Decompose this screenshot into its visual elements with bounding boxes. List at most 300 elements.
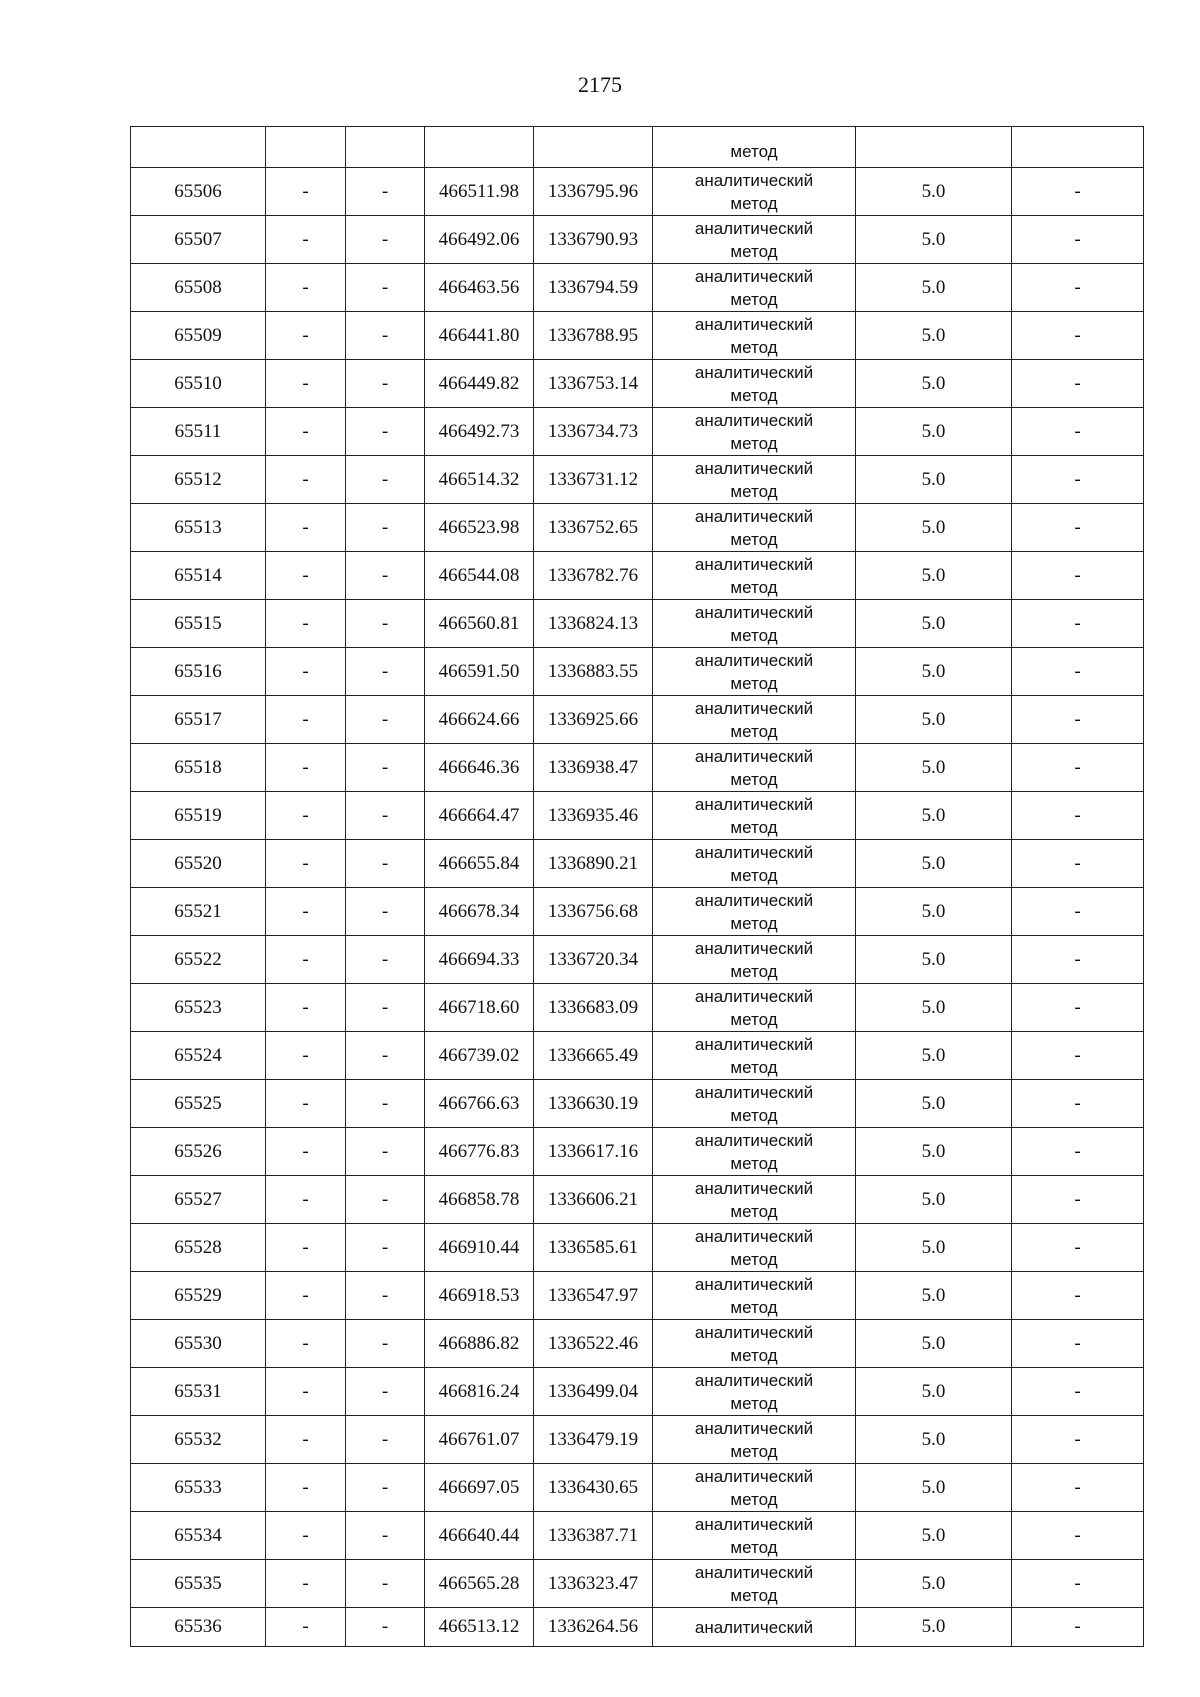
table-row <box>131 888 1144 936</box>
cell-accuracy: 5.0 <box>856 840 1012 888</box>
cell-accuracy: 5.0 <box>856 264 1012 312</box>
cell-point-id: 65521 <box>131 888 266 936</box>
cell-point-id: 65514 <box>131 552 266 600</box>
cell-method <box>653 696 856 744</box>
cell-x: 466739.02 <box>425 1032 534 1080</box>
cell-col2: - <box>266 1512 346 1560</box>
cell-method <box>653 1032 856 1080</box>
cell-empty <box>1012 127 1144 168</box>
cell-note: - <box>1012 360 1144 408</box>
cell-accuracy: 5.0 <box>856 1176 1012 1224</box>
cell-col3: - <box>346 1416 425 1464</box>
cell-method <box>653 648 856 696</box>
cell-accuracy: 5.0 <box>856 1032 1012 1080</box>
cell-y: 1336925.66 <box>534 696 653 744</box>
cell-y: 1336824.13 <box>534 600 653 648</box>
cell-method <box>653 1128 856 1176</box>
cell-note: - <box>1012 792 1144 840</box>
table-row-continued <box>131 127 1144 168</box>
cell-col3: - <box>346 216 425 264</box>
cell-col2: - <box>266 456 346 504</box>
table-row <box>131 1512 1144 1560</box>
cell-col2: - <box>266 312 346 360</box>
table-row <box>131 360 1144 408</box>
cell-col3: - <box>346 984 425 1032</box>
cell-col2: - <box>266 216 346 264</box>
cell-point-id: 65513 <box>131 504 266 552</box>
cell-col2: - <box>266 552 346 600</box>
cell-empty <box>856 127 1012 168</box>
cell-point-id: 65527 <box>131 1176 266 1224</box>
cell-col2: - <box>266 936 346 984</box>
cell-col2: - <box>266 696 346 744</box>
cell-method <box>653 504 856 552</box>
cell-accuracy: 5.0 <box>856 744 1012 792</box>
method-text: аналитический <box>694 170 814 190</box>
cell-col2: - <box>266 840 346 888</box>
cell-y: 1336430.65 <box>534 1464 653 1512</box>
cell-x: 466776.83 <box>425 1128 534 1176</box>
cell-note: - <box>1012 1128 1144 1176</box>
method-text: аналитический <box>694 1370 814 1390</box>
cell-x: 466858.78 <box>425 1176 534 1224</box>
method-text: аналитический <box>694 746 814 766</box>
cell-x: 466492.06 <box>425 216 534 264</box>
cell-col3: - <box>346 696 425 744</box>
method-text: метод <box>730 961 778 981</box>
cell-method <box>653 984 856 1032</box>
cell-x: 466694.33 <box>425 936 534 984</box>
cell-col3: - <box>346 1560 425 1608</box>
method-text: аналитический <box>694 554 814 574</box>
cell-y: 1336617.16 <box>534 1128 653 1176</box>
cell-accuracy: 5.0 <box>856 456 1012 504</box>
table-row <box>131 168 1144 216</box>
method-text: метод <box>730 1441 778 1461</box>
cell-y: 1336499.04 <box>534 1368 653 1416</box>
cell-empty <box>131 127 266 168</box>
cell-col2: - <box>266 1464 346 1512</box>
cell-col2: - <box>266 504 346 552</box>
cell-col3: - <box>346 792 425 840</box>
cell-empty <box>425 127 534 168</box>
table-row <box>131 1464 1144 1512</box>
cell-col2: - <box>266 888 346 936</box>
cell-x: 466511.98 <box>425 168 534 216</box>
method-text: метод <box>730 1297 778 1317</box>
cell-col3: - <box>346 456 425 504</box>
cell-x: 466718.60 <box>425 984 534 1032</box>
cell-note: - <box>1012 504 1144 552</box>
cell-point-id: 65534 <box>131 1512 266 1560</box>
cell-col2: - <box>266 168 346 216</box>
method-text: метод <box>730 577 778 597</box>
cell-method <box>653 360 856 408</box>
method-text: метод <box>730 1585 778 1605</box>
cell-note: - <box>1012 840 1144 888</box>
table-row <box>131 1128 1144 1176</box>
cell-method-continued: метод <box>653 127 856 168</box>
cell-note: - <box>1012 552 1144 600</box>
cell-x: 466816.24 <box>425 1368 534 1416</box>
table-row <box>131 408 1144 456</box>
cell-col2: - <box>266 360 346 408</box>
cell-point-id: 65530 <box>131 1320 266 1368</box>
cell-method <box>653 1368 856 1416</box>
cell-x: 466514.32 <box>425 456 534 504</box>
cell-y: 1336788.95 <box>534 312 653 360</box>
cell-point-id: 65531 <box>131 1368 266 1416</box>
cell-x: 466441.80 <box>425 312 534 360</box>
cell-method <box>653 936 856 984</box>
cell-empty <box>346 127 425 168</box>
cell-col3: - <box>346 648 425 696</box>
cell-point-id: 65515 <box>131 600 266 648</box>
cell-point-id: 65528 <box>131 1224 266 1272</box>
method-text: аналитический <box>694 1178 814 1198</box>
method-text: аналитический <box>694 1082 814 1102</box>
table-row <box>131 1368 1144 1416</box>
cell-y: 1336585.61 <box>534 1224 653 1272</box>
cell-accuracy: 5.0 <box>856 648 1012 696</box>
cell-note: - <box>1012 648 1144 696</box>
cell-point-id: 65516 <box>131 648 266 696</box>
cell-x: 466655.84 <box>425 840 534 888</box>
cell-x: 466910.44 <box>425 1224 534 1272</box>
cell-y: 1336795.96 <box>534 168 653 216</box>
cell-point-id: 65510 <box>131 360 266 408</box>
cell-col2: - <box>266 1032 346 1080</box>
cell-point-id: 65529 <box>131 1272 266 1320</box>
cell-x: 466678.34 <box>425 888 534 936</box>
cell-x: 466513.12 <box>425 1608 534 1647</box>
cell-col3: - <box>346 504 425 552</box>
method-text: аналитический <box>694 938 814 958</box>
cell-point-id: 65535 <box>131 1560 266 1608</box>
cell-note: - <box>1012 168 1144 216</box>
method-text: аналитический <box>694 458 814 478</box>
cell-method <box>653 744 856 792</box>
cell-note: - <box>1012 1032 1144 1080</box>
cell-method <box>653 1416 856 1464</box>
cell-x: 466449.82 <box>425 360 534 408</box>
cell-accuracy: 5.0 <box>856 1512 1012 1560</box>
cell-accuracy: 5.0 <box>856 1464 1012 1512</box>
cell-accuracy: 5.0 <box>856 1320 1012 1368</box>
table-row <box>131 1272 1144 1320</box>
method-text: аналитический <box>694 1226 814 1246</box>
table-body <box>131 127 1144 1647</box>
cell-method <box>653 1224 856 1272</box>
cell-point-id: 65511 <box>131 408 266 456</box>
method-text: аналитический <box>694 890 814 910</box>
cell-point-id: 65519 <box>131 792 266 840</box>
cell-y: 1336264.56 <box>534 1608 653 1647</box>
cell-col3: - <box>346 1608 425 1647</box>
cell-col2: - <box>266 744 346 792</box>
cell-col2: - <box>266 1080 346 1128</box>
method-text: метод <box>730 673 778 693</box>
cell-point-id: 65517 <box>131 696 266 744</box>
cell-x: 466766.63 <box>425 1080 534 1128</box>
cell-col2: - <box>266 408 346 456</box>
method-text: аналитический <box>694 986 814 1006</box>
cell-y: 1336323.47 <box>534 1560 653 1608</box>
cell-col2: - <box>266 792 346 840</box>
cell-y: 1336756.68 <box>534 888 653 936</box>
cell-accuracy: 5.0 <box>856 984 1012 1032</box>
cell-y: 1336630.19 <box>534 1080 653 1128</box>
cell-point-id: 65507 <box>131 216 266 264</box>
cell-y: 1336479.19 <box>534 1416 653 1464</box>
table-row <box>131 792 1144 840</box>
cell-point-id: 65525 <box>131 1080 266 1128</box>
cell-col2: - <box>266 1368 346 1416</box>
cell-point-id: 65522 <box>131 936 266 984</box>
cell-y: 1336935.46 <box>534 792 653 840</box>
cell-col3: - <box>346 840 425 888</box>
cell-method <box>653 312 856 360</box>
cell-note: - <box>1012 216 1144 264</box>
method-text: аналитический <box>694 1418 814 1438</box>
cell-x: 466523.98 <box>425 504 534 552</box>
cell-accuracy: 5.0 <box>856 216 1012 264</box>
cell-accuracy: 5.0 <box>856 1224 1012 1272</box>
cell-note: - <box>1012 1416 1144 1464</box>
cell-y: 1336547.97 <box>534 1272 653 1320</box>
cell-accuracy: 5.0 <box>856 1272 1012 1320</box>
cell-accuracy: 5.0 <box>856 1128 1012 1176</box>
cell-method <box>653 600 856 648</box>
cell-note: - <box>1012 1512 1144 1560</box>
table-row <box>131 1560 1144 1608</box>
method-text: метод <box>730 1489 778 1509</box>
cell-col3: - <box>346 1320 425 1368</box>
method-text: аналитический <box>694 1514 814 1534</box>
cell-x: 466624.66 <box>425 696 534 744</box>
cell-accuracy: 5.0 <box>856 696 1012 744</box>
cell-col3: - <box>346 1512 425 1560</box>
cell-point-id: 65506 <box>131 168 266 216</box>
cell-col3: - <box>346 1464 425 1512</box>
cell-point-id: 65520 <box>131 840 266 888</box>
cell-y: 1336794.59 <box>534 264 653 312</box>
table-row <box>131 1320 1144 1368</box>
cell-y: 1336665.49 <box>534 1032 653 1080</box>
cell-note: - <box>1012 1176 1144 1224</box>
method-text: метод <box>730 625 778 645</box>
cell-empty <box>534 127 653 168</box>
method-text: аналитический <box>694 1130 814 1150</box>
table-row <box>131 1080 1144 1128</box>
cell-accuracy: 5.0 <box>856 792 1012 840</box>
cell-note: - <box>1012 408 1144 456</box>
cell-col3: - <box>346 1032 425 1080</box>
cell-x: 466565.28 <box>425 1560 534 1608</box>
cell-note: - <box>1012 1560 1144 1608</box>
cell-col2: - <box>266 1416 346 1464</box>
cell-accuracy: 5.0 <box>856 888 1012 936</box>
cell-y: 1336782.76 <box>534 552 653 600</box>
method-text: метод <box>730 769 778 789</box>
cell-accuracy: 5.0 <box>856 1608 1012 1647</box>
cell-method <box>653 456 856 504</box>
method-text: метод <box>730 1249 778 1269</box>
cell-note: - <box>1012 1080 1144 1128</box>
cell-note: - <box>1012 696 1144 744</box>
cell-method <box>653 1080 856 1128</box>
cell-col2: - <box>266 1128 346 1176</box>
method-text: метод <box>730 529 778 549</box>
method-text: метод <box>730 913 778 933</box>
cell-note: - <box>1012 1608 1144 1647</box>
table-row <box>131 840 1144 888</box>
cell-accuracy: 5.0 <box>856 360 1012 408</box>
cell-col3: - <box>346 600 425 648</box>
method-text: метод <box>730 241 778 261</box>
cell-col3: - <box>346 264 425 312</box>
table-row <box>131 264 1144 312</box>
method-text: метод <box>730 289 778 309</box>
method-text: аналитический <box>694 218 814 238</box>
method-text: метод <box>730 1345 778 1365</box>
cell-x: 466697.05 <box>425 1464 534 1512</box>
method-text: аналитический <box>694 602 814 622</box>
cell-note: - <box>1012 1464 1144 1512</box>
cell-col3: - <box>346 1128 425 1176</box>
cell-accuracy: 5.0 <box>856 936 1012 984</box>
cell-accuracy: 5.0 <box>856 1416 1012 1464</box>
cell-method <box>653 792 856 840</box>
method-text: метод <box>730 1153 778 1173</box>
cell-col2: - <box>266 1560 346 1608</box>
method-text: аналитический <box>694 314 814 334</box>
table-row <box>131 1608 1144 1647</box>
cell-x: 466918.53 <box>425 1272 534 1320</box>
method-text: метод <box>730 1105 778 1125</box>
cell-point-id: 65526 <box>131 1128 266 1176</box>
table-row <box>131 1224 1144 1272</box>
method-text: метод <box>730 433 778 453</box>
cell-point-id: 65532 <box>131 1416 266 1464</box>
cell-y: 1336752.65 <box>534 504 653 552</box>
table-row <box>131 312 1144 360</box>
cell-col3: - <box>346 888 425 936</box>
cell-accuracy: 5.0 <box>856 504 1012 552</box>
cell-point-id: 65508 <box>131 264 266 312</box>
coordinates-table <box>130 126 1144 1647</box>
cell-col3: - <box>346 1368 425 1416</box>
cell-col2: - <box>266 648 346 696</box>
cell-method <box>653 1176 856 1224</box>
cell-note: - <box>1012 1320 1144 1368</box>
cell-col3: - <box>346 1080 425 1128</box>
cell-col3: - <box>346 312 425 360</box>
cell-x: 466761.07 <box>425 1416 534 1464</box>
table-row <box>131 1416 1144 1464</box>
cell-method <box>653 264 856 312</box>
cell-method <box>653 888 856 936</box>
method-text: метод <box>730 385 778 405</box>
cell-method <box>653 552 856 600</box>
table-row <box>131 696 1144 744</box>
method-text: аналитический <box>694 1562 814 1582</box>
cell-method <box>653 1272 856 1320</box>
method-text: аналитический <box>694 842 814 862</box>
method-text: аналитический <box>694 410 814 430</box>
cell-x: 466492.73 <box>425 408 534 456</box>
cell-method <box>653 840 856 888</box>
cell-method <box>653 1464 856 1512</box>
method-text: метод <box>730 1537 778 1557</box>
cell-note: - <box>1012 744 1144 792</box>
method-text: метод <box>730 865 778 885</box>
method-text: аналитический <box>694 362 814 382</box>
cell-accuracy: 5.0 <box>856 1368 1012 1416</box>
cell-col3: - <box>346 1272 425 1320</box>
cell-col2: - <box>266 600 346 648</box>
method-text: метод <box>730 721 778 741</box>
cell-col3: - <box>346 552 425 600</box>
cell-x: 466664.47 <box>425 792 534 840</box>
cell-method <box>653 1512 856 1560</box>
cell-accuracy: 5.0 <box>856 552 1012 600</box>
cell-method <box>653 216 856 264</box>
method-text: метод <box>730 193 778 213</box>
cell-note: - <box>1012 600 1144 648</box>
table-row <box>131 552 1144 600</box>
cell-method <box>653 1560 856 1608</box>
cell-y: 1336790.93 <box>534 216 653 264</box>
table-row <box>131 744 1144 792</box>
cell-note: - <box>1012 936 1144 984</box>
cell-col3: - <box>346 1224 425 1272</box>
method-text: метод <box>730 1009 778 1029</box>
cell-col2: - <box>266 1176 346 1224</box>
cell-accuracy: 5.0 <box>856 1080 1012 1128</box>
cell-col3: - <box>346 744 425 792</box>
table-row <box>131 1176 1144 1224</box>
method-text: метод <box>730 481 778 501</box>
table-row <box>131 984 1144 1032</box>
cell-y: 1336753.14 <box>534 360 653 408</box>
cell-y: 1336720.34 <box>534 936 653 984</box>
method-text: аналитический <box>694 1034 814 1054</box>
cell-y: 1336683.09 <box>534 984 653 1032</box>
cell-col2: - <box>266 1272 346 1320</box>
cell-note: - <box>1012 456 1144 504</box>
cell-y: 1336734.73 <box>534 408 653 456</box>
cell-x: 466463.56 <box>425 264 534 312</box>
cell-col3: - <box>346 168 425 216</box>
cell-y: 1336890.21 <box>534 840 653 888</box>
cell-point-id: 65512 <box>131 456 266 504</box>
method-text: метод <box>730 1393 778 1413</box>
cell-col3: - <box>346 408 425 456</box>
table-row <box>131 504 1144 552</box>
method-text: аналитический <box>694 266 814 286</box>
cell-point-id: 65524 <box>131 1032 266 1080</box>
table-row <box>131 216 1144 264</box>
cell-point-id: 65509 <box>131 312 266 360</box>
cell-x: 466640.44 <box>425 1512 534 1560</box>
table-row <box>131 936 1144 984</box>
cell-note: - <box>1012 984 1144 1032</box>
method-text: метод <box>730 817 778 837</box>
table-row <box>131 600 1144 648</box>
cell-method <box>653 1320 856 1368</box>
cell-y: 1336731.12 <box>534 456 653 504</box>
